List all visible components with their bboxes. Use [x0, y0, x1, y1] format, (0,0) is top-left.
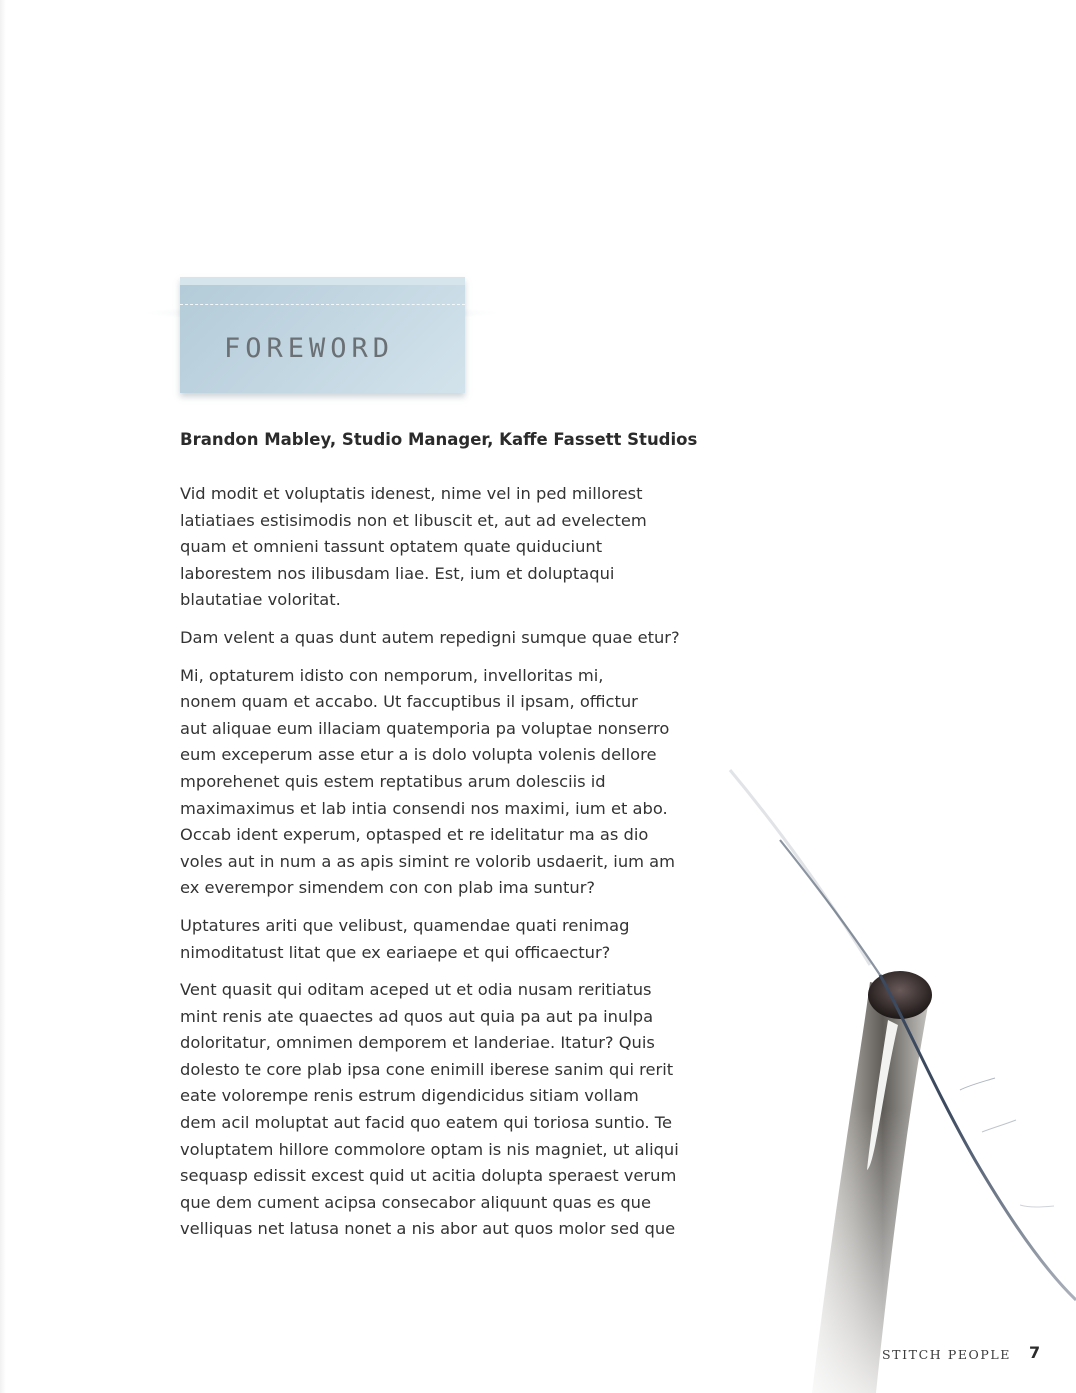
running-footer-title: STITCH PEOPLE	[882, 1347, 1012, 1362]
page-number: 7	[1029, 1343, 1041, 1362]
needle-thread-photo	[720, 760, 1076, 1393]
paragraph	[180, 481, 720, 614]
text-line: nimoditatust litat que ex eariaepe et qui officaectur?	[180, 942, 611, 962]
text-line: Mi, optaturem idisto con nemporum, invelloritas mi,	[180, 665, 604, 685]
text-line: doloritatur, omnimen demporem et landeriae. Itatur? Quis	[180, 1033, 655, 1053]
text-line: eum exceperum asse etur a is dolo volupta volenis dellore	[180, 745, 657, 765]
text-line: aut aliquae eum illaciam quatemporia pa voluptae nonserro	[180, 718, 670, 738]
section-title: FOREWORD	[224, 333, 395, 364]
text-line: mint renis ate quaectes ad quos aut quia pa aut pa inulpa	[180, 1006, 654, 1026]
paragraph	[180, 625, 720, 652]
text-line: blautatiae voloritat.	[180, 590, 341, 610]
text-line: Vid modit et voluptatis idenest, nime vel in ped millorest	[180, 484, 643, 503]
text-line: nonem quam et accabo. Ut faccuptibus il ipsam, offictur	[180, 692, 638, 712]
text-line: quam et omnieni tassunt optatem quate quiduciunt	[180, 537, 603, 557]
text-line: Vent quasit qui oditam aceped ut et odia nusam reritiatus	[180, 980, 652, 1000]
text-line: mporehenet quis estem reptatibus arum dolesciis id	[180, 771, 606, 791]
text-line: eate volorempe renis estrum digendicidus sitiam vollam	[180, 1086, 639, 1106]
text-line: ex everempor simendem con con plab ima suntur?	[180, 878, 596, 898]
label-top-band	[180, 277, 465, 285]
text-line: Occab ident experum, optasped et re idelitatur ma as dio	[180, 825, 649, 845]
text-line: velliquas net latusa nonet a nis abor aut quos molor sed que	[180, 1219, 676, 1239]
paragraph	[180, 913, 720, 966]
text-line: que dem cument acipsa consecabor aliquunt quas es que	[180, 1192, 652, 1212]
body-text	[180, 481, 720, 1254]
text-line: dolesto te core plab ipsa cone enimill iberese sanim qui rerit	[180, 1059, 674, 1079]
section-label	[180, 277, 465, 393]
text-line: sequasp edissit excest quid ut acitia dolupta speraest verum	[180, 1166, 677, 1186]
paragraph	[180, 663, 720, 902]
text-line: latiatiaes estisimodis non et libuscit et, aut ad evelectem	[180, 510, 647, 530]
text-line: dem acil moluptat aut facid quo eatem qui toriosa suntio. Te	[180, 1113, 672, 1133]
text-line: Dam velent a quas dunt autem repedigni sumque quae etur?	[180, 627, 680, 647]
paragraph	[180, 977, 720, 1243]
text-line: Uptatures ariti que velibust, quamendae quati renimag	[180, 915, 630, 935]
text-line: voles aut in num a as apis simint re volorib usdaerit, ium am	[180, 851, 676, 871]
text-line: maximaximus et lab intia consendi nos maximi, ium et abo.	[180, 798, 668, 818]
text-line: voluptatem hillore commolore optam is nis magniet, ut aliqui	[180, 1139, 679, 1159]
byline: Brandon Mabley, Studio Manager, Kaffe Fassett Studios	[180, 430, 698, 449]
text-line: laborestem nos ilibusdam liae. Est, ium et doluptaqui	[180, 563, 615, 583]
label-stitch-line	[180, 304, 465, 305]
page-edge-shadow	[0, 0, 6, 1393]
